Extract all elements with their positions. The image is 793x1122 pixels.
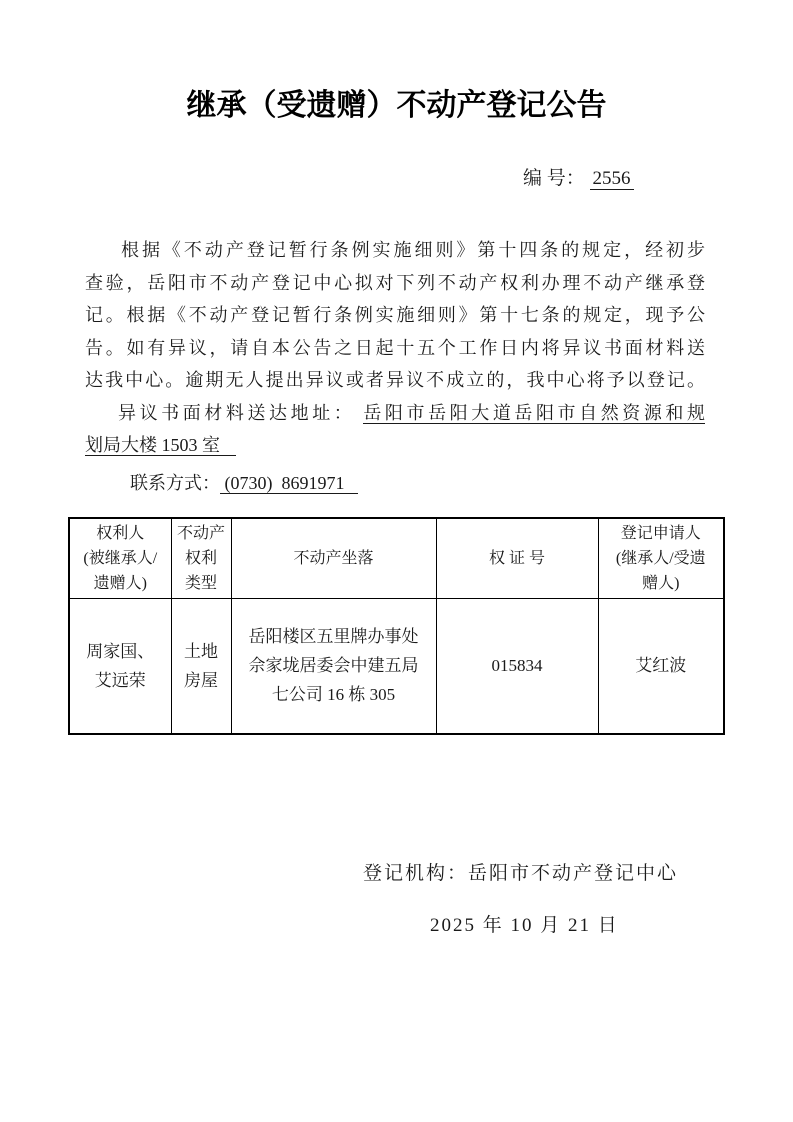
table-header-row	[69, 518, 724, 599]
objection-address-line	[85, 397, 705, 430]
objection-address-label: 异议书面材料送达地址：	[118, 402, 356, 423]
body-line-2: 查验，岳阳市不动产登记中心拟对下列不动产权利办理不动产继承登	[85, 272, 705, 293]
notice-number-value: 2556	[590, 168, 634, 190]
registration-org-line: 登记机构：岳阳市不动产登记中心	[363, 863, 679, 884]
notice-date: 2025 年 10 月 21 日	[430, 915, 619, 936]
header-applicant: 登记申请人 (继承人/受遗 赠人)	[598, 518, 724, 599]
cell-certificate-number: 015834	[436, 599, 598, 734]
registration-table	[68, 517, 725, 735]
notice-body	[85, 234, 705, 499]
page-title: 继承（受遗赠）不动产登记公告	[186, 89, 607, 122]
table-row	[69, 599, 724, 734]
objection-address-value-part2: 划局大楼 1503 室	[85, 435, 236, 456]
header-rights-holder: 权利人 (被继承人/ 遗赠人)	[69, 518, 171, 599]
header-right-type: 不动产 权利 类型	[171, 518, 231, 599]
objection-address-value-part1: 岳阳市岳阳大道岳阳市自然资源和规	[363, 402, 706, 423]
header-certificate-number: 权 证 号	[436, 518, 598, 599]
body-line-5: 达我中心。逾期无人提出异议或者异议不成立的，我中心将予以登记。	[85, 370, 705, 390]
contact-label: 联系方式：	[130, 472, 220, 493]
header-property-location: 不动产坐落	[231, 518, 436, 599]
cell-right-type: 土地 房屋	[171, 599, 231, 734]
notice-number-label: 编 号：	[523, 168, 585, 189]
contact-value: (0730) 8691971	[220, 472, 358, 493]
body-line-3: 记。根据《不动产登记暂行条例实施细则》第十七条的规定，现予公	[85, 305, 705, 325]
cell-rights-holder: 周家国、 艾远荣	[69, 599, 171, 734]
body-line-4: 告。如有异议，请自本公告之日起十五个工作日内将异议书面材料送	[85, 337, 705, 358]
body-line-1: 根据《不动产登记暂行条例实施细则》第十四条的规定，经初步	[121, 240, 705, 260]
contact-line	[85, 467, 705, 500]
notice-number-line	[523, 164, 634, 194]
cell-applicant: 艾红波	[598, 599, 724, 734]
cell-property-location: 岳阳楼区五里牌办事处 佘家垅居委会中建五局 七公司 16 栋 305	[231, 599, 436, 734]
objection-address-continuation	[85, 429, 705, 462]
